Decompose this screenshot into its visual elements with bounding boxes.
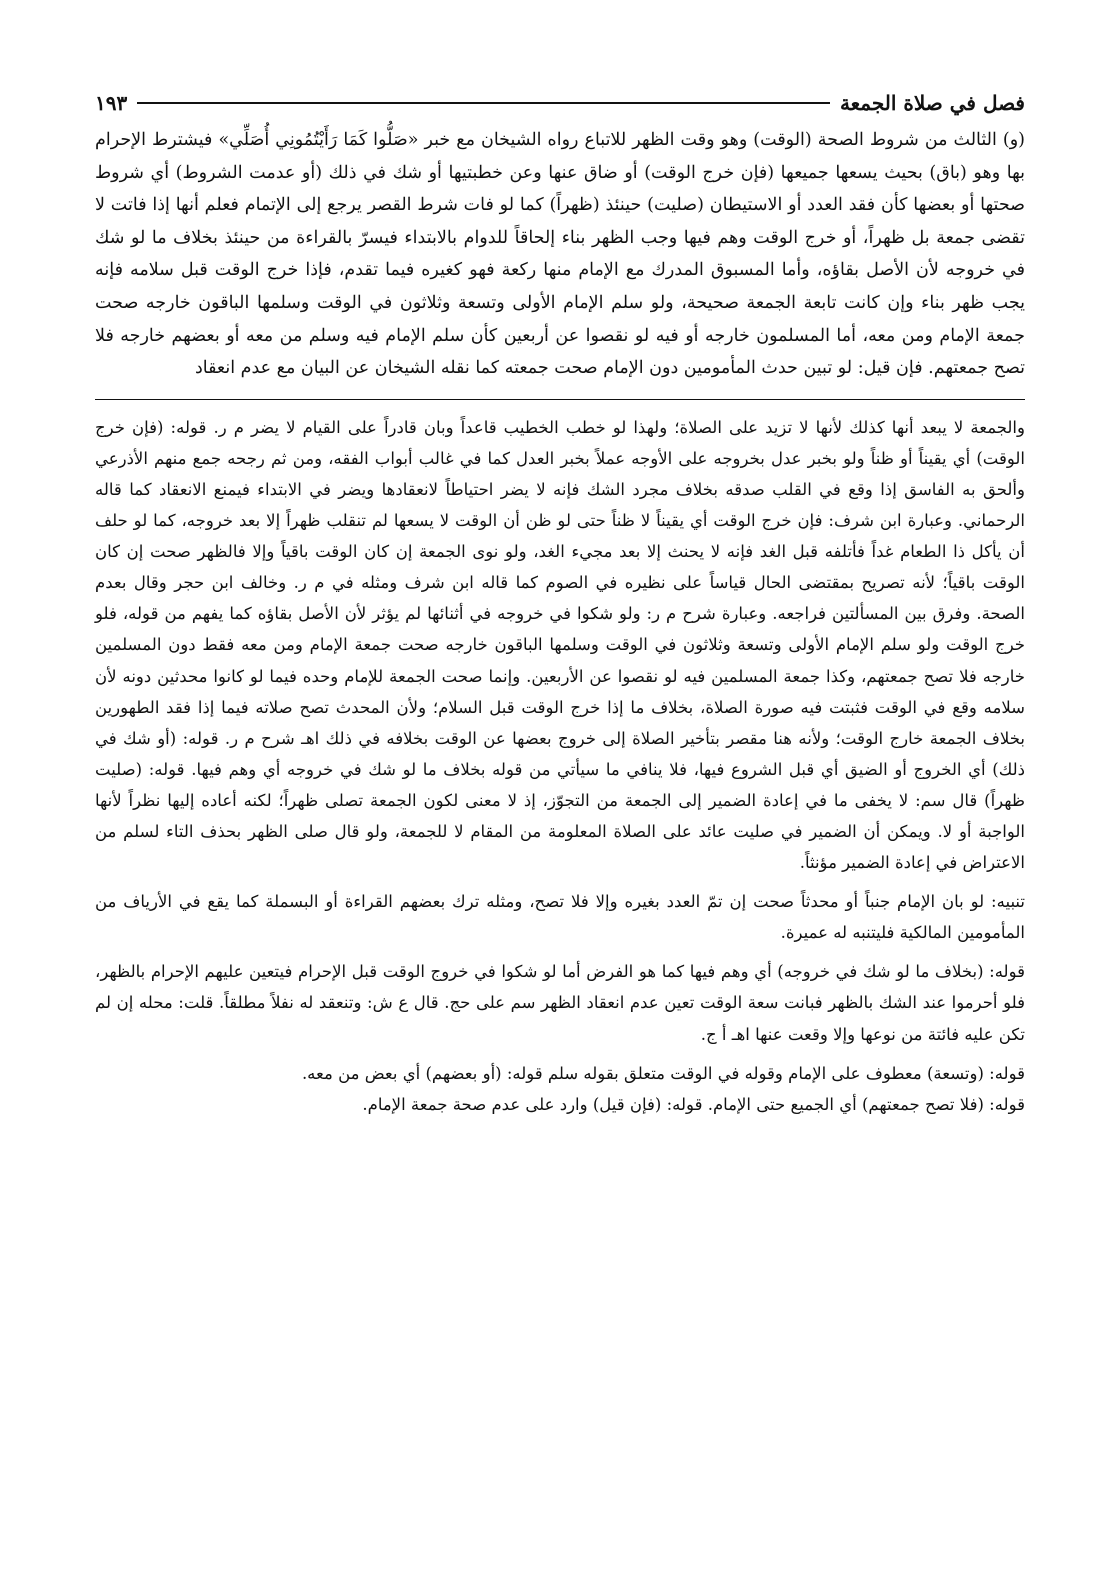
header-rule [137, 102, 830, 104]
footnote-paragraph: قوله: (بخلاف ما لو شك في خروجه) أي وهم فيها كما هو الفرض أما لو شكوا في خروج الوقت قبل الإحرام فيتعين عليهم الإحرام بالظهر، فلو أحرموا عند الشك بالظهر فبانت سعة الوقت تعين عدم انعقاد الظهر سم على حج. قال ع ش: وتنعقد له نفلاً مطلقاً. قلت: محله إن لم تكن عليه فائتة من نوعها وإلا وقعت عنها اهـ أ ج. [95, 962, 1025, 1044]
book-page [95, 88, 1025, 1120]
running-header [95, 88, 1025, 118]
footnote-paragraph: قوله: (وتسعة) معطوف على الإمام وقوله في الوقت متعلق بقوله سلم قوله: (أو بعضهم) أي بعض من معه. [301, 1063, 1025, 1083]
page-number: ١٩٣ [95, 91, 128, 115]
chapter-title: فصل في صلاة الجمعة [839, 91, 1025, 115]
footnote-paragraph: تنبيه: لو بان الإمام جنباً أو محدثاً صحت إن تمّ العدد بغيره وإلا فلا تصح، ومثله ترك بعضهم القراءة أو البسملة كما يقع في الأرياف من المأمومين المالكية فليتنبه له عميرة. [95, 892, 1025, 943]
main-text: (و) الثالث من شروط الصحة (الوقت) وهو وقت الظهر للاتباع رواه الشيخان مع خبر «صَلُّوا كَمَا رَأَيْتُمُونِي أُصَلِّي» فيشترط الإحرام بها وهو (باق) بحيث يسعها جميعها (فإن خرج الوقت) أو ضاق عنها وعن خطبتيها أو شك في ذلك (أو عدمت الشروط) أي شروط صحتها أو بعضها كأن فقد العدد أو الاستيطان (صليت) حينئذ (ظهراً) كما لو فات شرط القصر يرجع إلى الإتمام فعلم أنها إذا فاتت لا تقضى جمعة بل ظهراً، أو خرج الوقت وهم فيها وجب الظهر بناء إلحاقاً للدوام بالابتداء فيسرّ بالقراءة من حينئذ بخلاف ما لو شك في خروجه لأن الأصل بقاؤه، وأما المسبوق المدرك مع الإمام منها ركعة فهو كغيره فيما تقدم، فإذا خرج الوقت قبل سلامه فإنه يجب ظهر بناء وإن كانت تابعة الجمعة صحيحة، ولو سلم الإمام الأولى وتسعة وثلاثون في الوقت وسلمها الباقون خارجه صحت جمعة الإمام ومن معه، أما المسلمون خارجه أو فيه لو نقصوا عن أربعين كأن سلم الإمام فيه وسلم من معه أو بعضهم خارجه فلا تصح جمعتهم. فإن قيل: لو تبين حدث المأمومين دون الإمام صحت جمعته كما نقله الشيخان عن البيان مع عدم انعقاد [95, 130, 1025, 379]
footnote-divider [95, 399, 1025, 400]
footnote-paragraph: قوله: (فلا تصح جمعتهم) أي الجميع حتى الإمام. قوله: (فإن قيل) وارد على عدم صحة جمعة الإمام. [362, 1094, 1025, 1114]
footnote-paragraph: والجمعة لا يبعد أنها كذلك لأنها لا تزيد على الصلاة؛ ولهذا لو خطب الخطيب قاعداً وبان قادراً على القيام لا يضر م ر. قوله: (فإن خرج الوقت) أي يقيناً أو ظناً ولو بخبر عدل بخروجه على الأوجه عملاً بخبر العدل كما في غالب أبواب الفقه، ومن ثم رجحه جمع منهم الأذرعي وألحق به الفاسق إذا وقع في القلب صدقه بخلاف مجرد الشك فإنه لا يضر احتياطاً لانعقادها ويضر في الابتداء فيمنع الانعقاد كما قاله الرحماني. وعبارة ابن شرف: فإن خرج الوقت أي يقيناً لا ظناً حتى لو ظن أن الوقت لا يسعها لم تنقلب ظهراً إلا بعد خروجه، كما لو حلف أن يأكل ذا الطعام غداً فأتلفه قبل الغد فإنه لا يحنث إلا بعد مجيء الغد، ولو نوى الجمعة إن كان الوقت باقياً وإلا فالظهر صحت إن كان الوقت باقياً؛ لأنه تصريح بمقتضى الحال قياساً على نظيره في الصوم كما قاله ابن شرف ومثله في م ر. وخالف ابن حجر وقال بعدم الصحة. وفرق بين المسألتين فراجعه. وعبارة شرح م ر: ولو شكوا في خروجه في أثنائها لم يؤثر لأن الأصل بقاؤه كما يفهم من قوله، فلو خرج الوقت ولو سلم الإمام الأولى وتسعة وثلاثون في الوقت وسلمها الباقون خارجه صحت جمعة الإمام ومن معه فقط دون المسلمين خارجه فلا تصح جمعتهم، وكذا جمعة المسلمين فيه لو نقصوا عن الأربعين. وإنما صحت الجمعة للإمام وحده فيما لو كانوا محدثين دونه لأن سلامه وقع في الوقت فثبتت فيه صورة الصلاة، بخلاف ما إذا خرج الوقت قبل السلام؛ ولأن المحدث تصح صلاته فيما إذا فقد الطهورين بخلاف الجمعة خارج الوقت؛ ولأنه هنا مقصر بتأخير الصلاة إلى خروج بعضها عن الوقت بخلافه في ذلك اهـ شرح م ر. قوله: (أو شك في ذلك) أي الخروج أو الضيق أي قبل الشروع فيها، فلا ينافي ما سيأتي من قوله بخلاف ما لو شك في خروجه أي وهم فيها. قوله: (صليت ظهراً) قال سم: لا يخفى ما في إعادة الضمير إلى الجمعة من التجوّز، إذ لا معنى لكون الجمعة تصلى ظهراً؛ لكنه أعاده إليها نظراً لأنها الواجبة أو لا. ويمكن أن الضمير في صليت عائد على الصلاة المعلومة من المقام لا للجمعة، ولو قال صلى الظهر بحذف التاء لسلم من الاعتراض في إعادة الضمير مؤنثاً. [95, 417, 1025, 873]
footnotes [95, 412, 1025, 1120]
